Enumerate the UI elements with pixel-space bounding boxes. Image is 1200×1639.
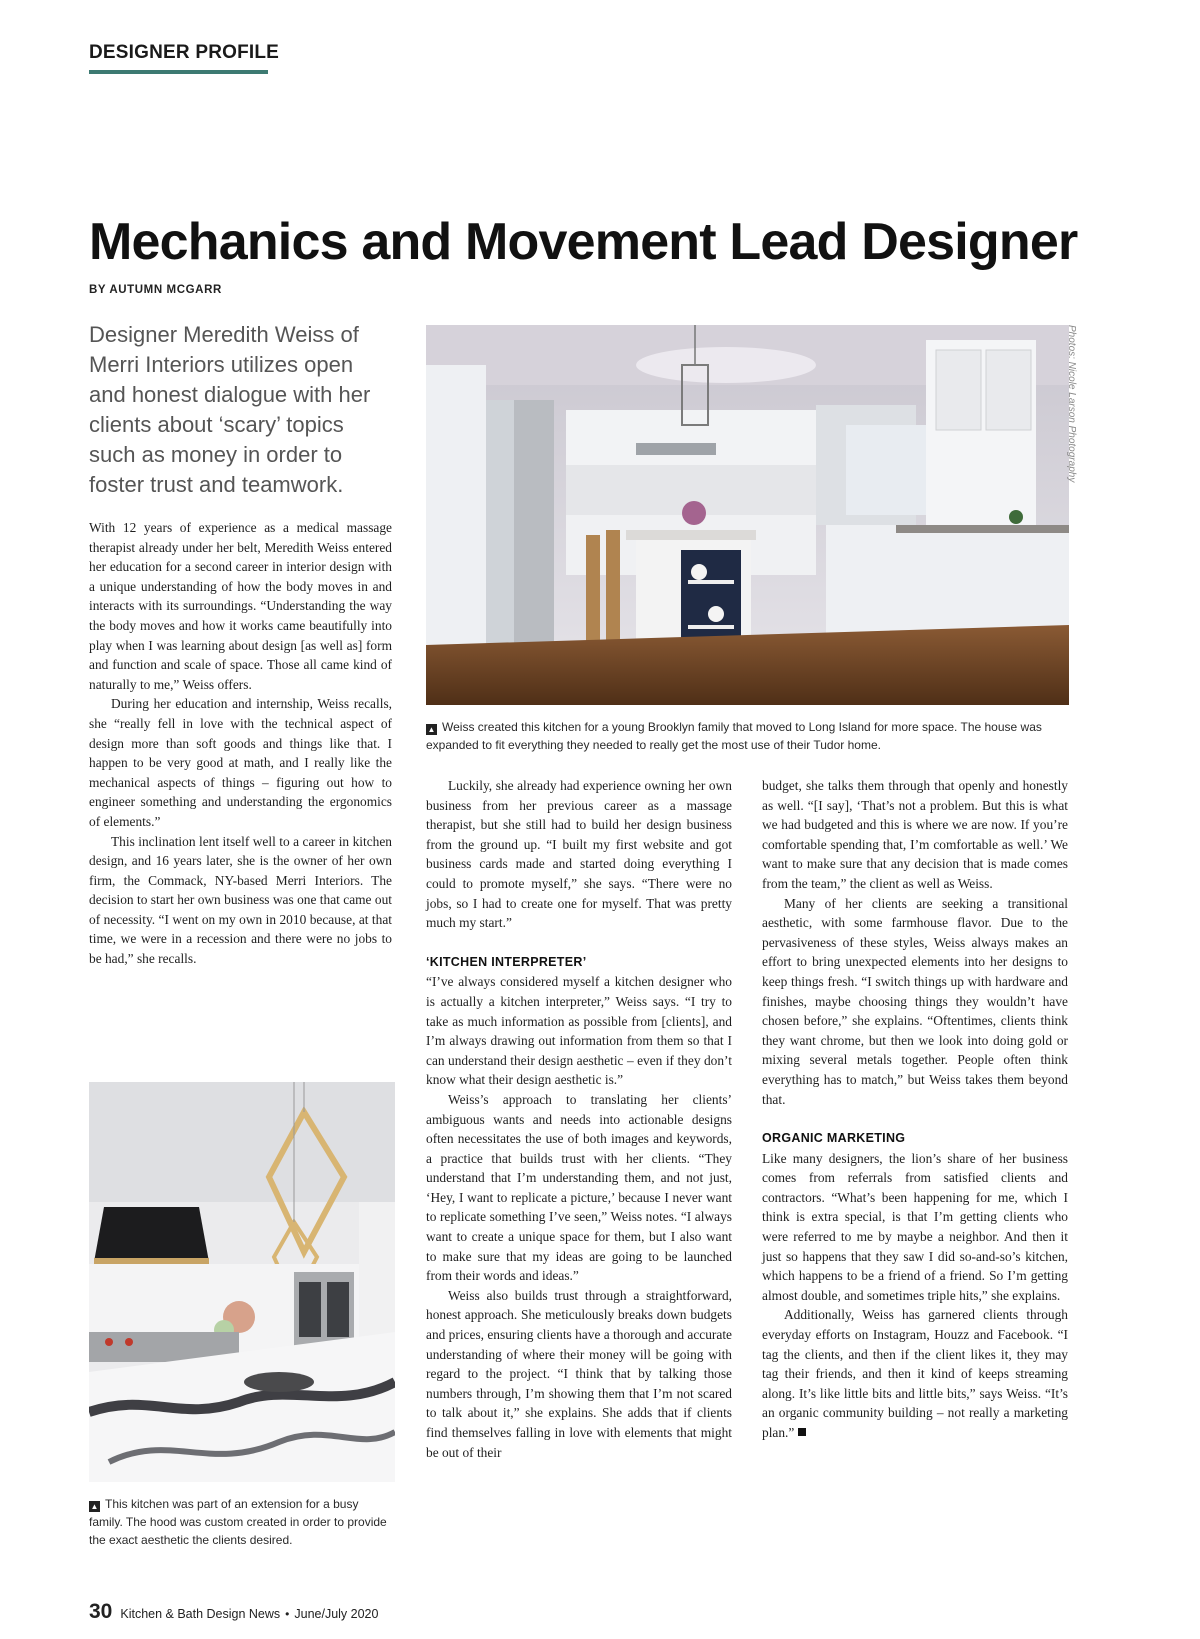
byline: BY AUTUMN MCGARR	[89, 284, 222, 296]
article-headline: Mechanics and Movement Lead Designer	[89, 213, 1078, 271]
paragraph: Weiss’s approach to translating her clients’ ambiguous wants and needs into actionable designs often necessitates the use of both images and keywords, a practice that builds trust with her clients. “They understand that I’m understanding them, and not just, ‘Hey, I want to replicate a picture,’ because I never want to replicate something I’ve seen,” Weiss notes. “I always want to create a unique space for them, but I also want to make sure that my ideas are going to be launched from their words and ideas.”	[426, 1091, 732, 1284]
caption-arrow-icon: ▲	[90, 1502, 99, 1511]
subheading-organic-marketing: ORGANIC MARKETING	[762, 1131, 906, 1146]
paragraph: With 12 years of experience as a medical massage therapist already under her belt, Meredith Weiss entered her education for a second career in interior design with a unique understanding of how the body moves in and interacts with its surroundings. “Understanding the way the body moves and how it works came beautifully into play when I was learning about design [as well as] form and function and scale of space. Those all came kind of naturally to me,” Weiss offers.	[89, 520, 392, 692]
issue-date: June/July 2020	[294, 1607, 379, 1621]
paragraph: Like many designers, the lion’s share of her business comes from referrals from satisfied clients and contractors. “What’s been happening for me, which I think is extra special, is that I’m getting clients who were referred to me by maybe a neighbor. And then it just so happens that they saw I did so-and-so’s kitchen, which happens to be a friend of a friend. So I’m getting almost double, and sometimes triple hits,” she explains.	[762, 1150, 1068, 1303]
end-mark-icon	[798, 1428, 806, 1436]
paragraph: Many of her clients are seeking a transitional aesthetic, with some farmhouse flavor. Due to the pervasiveness of these styles, Weiss always makes an effort to bring unexpected elements into her designs to keep things fresh. “I switch things up with hardware and finishes, maybe choosing things they wouldn’t have chosen before,” she explains. “Oftentimes, clients think they want chrome, but then we look into doing gold or mixing several metals together. People often think everything has to match,” but Weiss takes them beyond that.	[762, 895, 1068, 1107]
photo-credit: Photos: Nicole Larson Photography	[1066, 325, 1077, 483]
subheading-kitchen-interpreter: ‘KITCHEN INTERPRETER’	[426, 954, 587, 969]
page-number: 30	[89, 1600, 113, 1623]
caption-top	[426, 718, 1066, 754]
kitchen-photo-bottom	[89, 1082, 395, 1482]
section-rule	[89, 70, 268, 74]
paragraph	[762, 1305, 1068, 1442]
body-column-3	[762, 776, 1068, 1443]
paragraph: This inclination lent itself well to a career in kitchen design, and 16 years later, she is the owner of her own firm, the Commack, NY-based Merri Interiors. The decision to start her own business was one that came out of necessity. “I went on my own in 2010 because, at that time, we were in a recession and there were no jobs to be had,” she recalls.	[89, 833, 392, 967]
paragraph-text: Additionally, Weiss has garnered clients through everyday efforts on Instagram, Houzz and Facebook. “I tag the clients, and then if the client likes it, they may tag their friends, and then it kind of keeps streaming along. It’s like little bits and little bits,” says Weiss. “It’s an organic community building – not really a marketing plan.”	[762, 1307, 1068, 1440]
paragraph: During her education and internship, Weiss recalls, she “really fell in love with the technical aspect of design more than soft goods and things like that. I happen to be very good at math, and I really like the mechanical aspects of things – figuring out how to engineer something and understanding the ergonomics of elements.”	[89, 696, 392, 829]
body-column-1	[89, 518, 392, 969]
kitchen-photo-top	[426, 325, 1069, 705]
caption-bottom-text: This kitchen was part of an extension for a busy family. The hood was custom created in order to provide the exact aesthetic the clients desired.	[89, 1497, 387, 1547]
paragraph: Weiss also builds trust through a straightforward, honest approach. She meticulously breaks down budgets and prices, ensuring clients have a thorough and accurate understanding of where their money will be going with regard to the project. “I think that by talking those numbers through, I’m showing them that I’m not scared to talk about it,” she explains. She adds that if clients find themselves falling in love with elements that might be out of their	[426, 1287, 733, 1460]
section-label: DESIGNER PROFILE	[89, 42, 280, 63]
body-column-2	[426, 776, 732, 1462]
caption-bottom	[89, 1495, 389, 1549]
caption-top-text: Weiss created this kitchen for a young Brooklyn family that moved to Long Island for more space. The house was expanded to fit everything they needed to really get the most use of their Tudor home.	[426, 720, 1042, 752]
article-dek: Designer Meredith Weiss of Merri Interiors utilizes open and honest dialogue with her clients about ‘scary’ topics such as money in order to foster trust and teamwork.	[89, 322, 371, 497]
publication-name: Kitchen & Bath Design News	[120, 1607, 281, 1621]
footer-separator: •	[285, 1607, 290, 1621]
page-footer	[89, 1600, 378, 1624]
paragraph: budget, she talks them through that openly and honestly as well. “[I say], ‘That’s not a problem. But this is what we had budgeted and this is where we are now. If you’re comfortable spending that, I’m comfortable as well.’ We want to make sure that any decision that is made comes from the team,” the client as well as Weiss.	[762, 778, 1068, 891]
caption-arrow-icon: ▲	[427, 725, 436, 734]
paragraph: Luckily, she already had experience owning her own business from her previous career as a massage therapist, but she still had to build her design business from the ground up. “I built my first website and got business cards made and started doing everything I could to promote myself,” she says. “There were no jobs, so I had to create one for myself. That was pretty much my start.”	[426, 778, 732, 931]
paragraph: “I’ve always considered myself a kitchen designer who is actually a kitchen interpreter,” Weiss says. “I try to take as much information as possible from [clients], and I’m always drawing out information from them so that I can understand their design aesthetic – even if they don’t know what their design aesthetic is.”	[426, 974, 732, 1088]
